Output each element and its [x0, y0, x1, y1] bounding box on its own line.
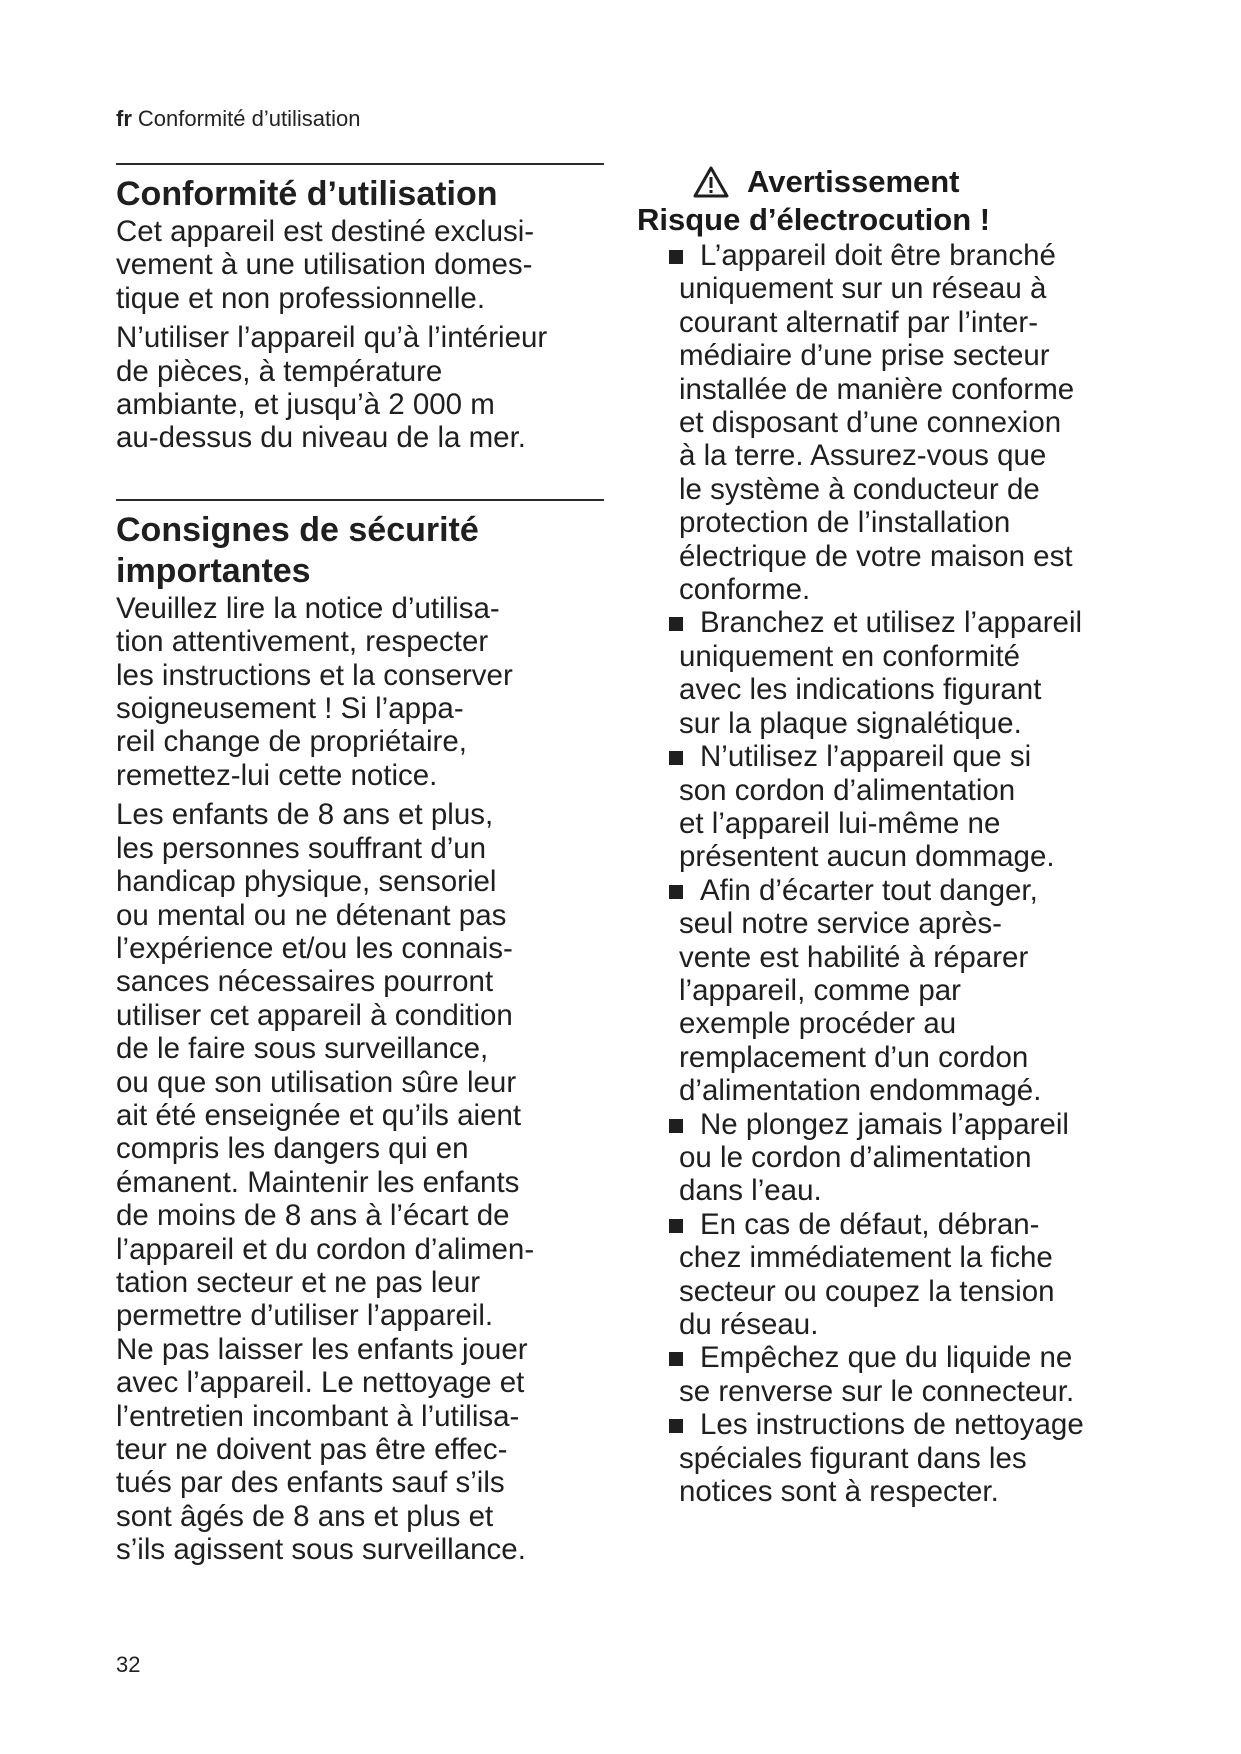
section-divider [116, 163, 604, 165]
warning-list [637, 239, 1137, 1508]
warning-subtitle: Risque d’électrocution ! [637, 202, 991, 237]
list-item-text: Branchez et utilisez l’appareil uniquement en conformité avec les indications figurant sur la plaque signalétique. [679, 606, 1083, 740]
list-item [669, 606, 1137, 740]
bullet-square-icon [669, 617, 683, 631]
paragraph: N’utiliser l’appareil qu’à l’intérieur de pièces, à température ambiante, et jusqu’à 2 000 m au-dessus du niveau de la mer. [116, 321, 548, 455]
section-divider [116, 499, 604, 501]
list-item-text: Afin d’écarter tout danger, seul notre service après- vente est habilité à réparer l’appareil, comme par exemple procéder au remplacement d’un cordon d’alimentation endommagé. [679, 873, 1042, 1108]
list-item-text: En cas de défaut, débran- chez immédiatement la fiche secteur ou coupez la tension du réseau. [679, 1207, 1055, 1341]
bullet-square-icon [669, 1119, 683, 1133]
bullet-square-icon [669, 1219, 683, 1233]
running-header-title: Conformité d’utilisation [137, 106, 361, 131]
page-number: 32 [116, 1652, 141, 1677]
list-item-text: Les instructions de nettoyage spéciales figurant dans les notices sont à respecter. [679, 1408, 1084, 1509]
list-item [669, 1341, 1137, 1408]
list-item-text: N’utilisez l’appareil que si son cordon d’alimentation et l’appareil lui-même ne présentent aucun dommage. [679, 740, 1055, 874]
list-item [669, 874, 1137, 1108]
section-title-conformite: Conformité d’utilisation [116, 175, 498, 213]
list-item [669, 1208, 1137, 1342]
warning-triangle-icon [693, 166, 729, 198]
list-item-text: Ne plongez jamais l’appareil ou le cordon d’alimentation dans l’eau. [679, 1107, 1069, 1208]
paragraph: Veuillez lire la notice d’utilisa- tion attentivement, respecter les instructions et la conserver soigneusement ! Si l’appa- reil change de propriétaire, remettez-lui cette notice. [116, 591, 513, 792]
paragraph: Les enfants de 8 ans et plus, les personnes souffrant d’un handicap physique, sensoriel ou mental ou ne détenant pas l’expérience et/ou les connais- sances nécessaires pourront utiliser cet appareil à condition de le faire sous surveillance, ou que son utilisation sûre leur ait été enseignée et qu’ils aient compris les dangers qui en émanent. Maintenir les enfants de moins de 8 ans à l’écart de l’appareil et du cordon d’alimen- tation secteur et ne pas leur permettre d’utiliser l’appareil. Ne pas laisser les enfants jouer avec l’appareil. Le nettoyage et l’entretien incombant à l’utilisa- teur ne doivent pas être effec- tués par des enfants sauf s’ils sont âgés de 8 ans et plus et s’ils agissent sous surveillance. [116, 798, 535, 1567]
warning-title: Avertissement [747, 164, 960, 199]
language-code: fr [116, 106, 132, 131]
list-item-text: Empêchez que du liquide ne se renverse sur le connecteur. [679, 1341, 1075, 1408]
list-item [669, 1108, 1137, 1208]
bullet-square-icon [669, 1419, 683, 1433]
bullet-square-icon [669, 751, 683, 765]
bullet-square-icon [669, 885, 683, 899]
paragraph: Cet appareil est destiné exclusi- vement à une utilisation domes- tique et non professionnelle. [116, 215, 535, 315]
section-title-consignes: Consignes de sécurité importantes [116, 510, 479, 590]
running-header [116, 106, 360, 132]
list-item [669, 1408, 1137, 1508]
warning-heading [693, 163, 1137, 201]
list-item [669, 740, 1137, 874]
left-column [116, 163, 606, 1573]
bullet-square-icon [669, 250, 683, 264]
right-column [637, 163, 1137, 1508]
list-item [669, 239, 1137, 606]
list-item-text: L’appareil doit être branché uniquement sur un réseau à courant alternatif par l’inter- médiaire d’une prise secteur installée de manière conforme et disposant d’une connexion à la terre. Assurez-vous que le système à conducteur de protection de l’installation électrique de votre maison est conforme. [679, 239, 1075, 607]
bullet-square-icon [669, 1352, 683, 1366]
